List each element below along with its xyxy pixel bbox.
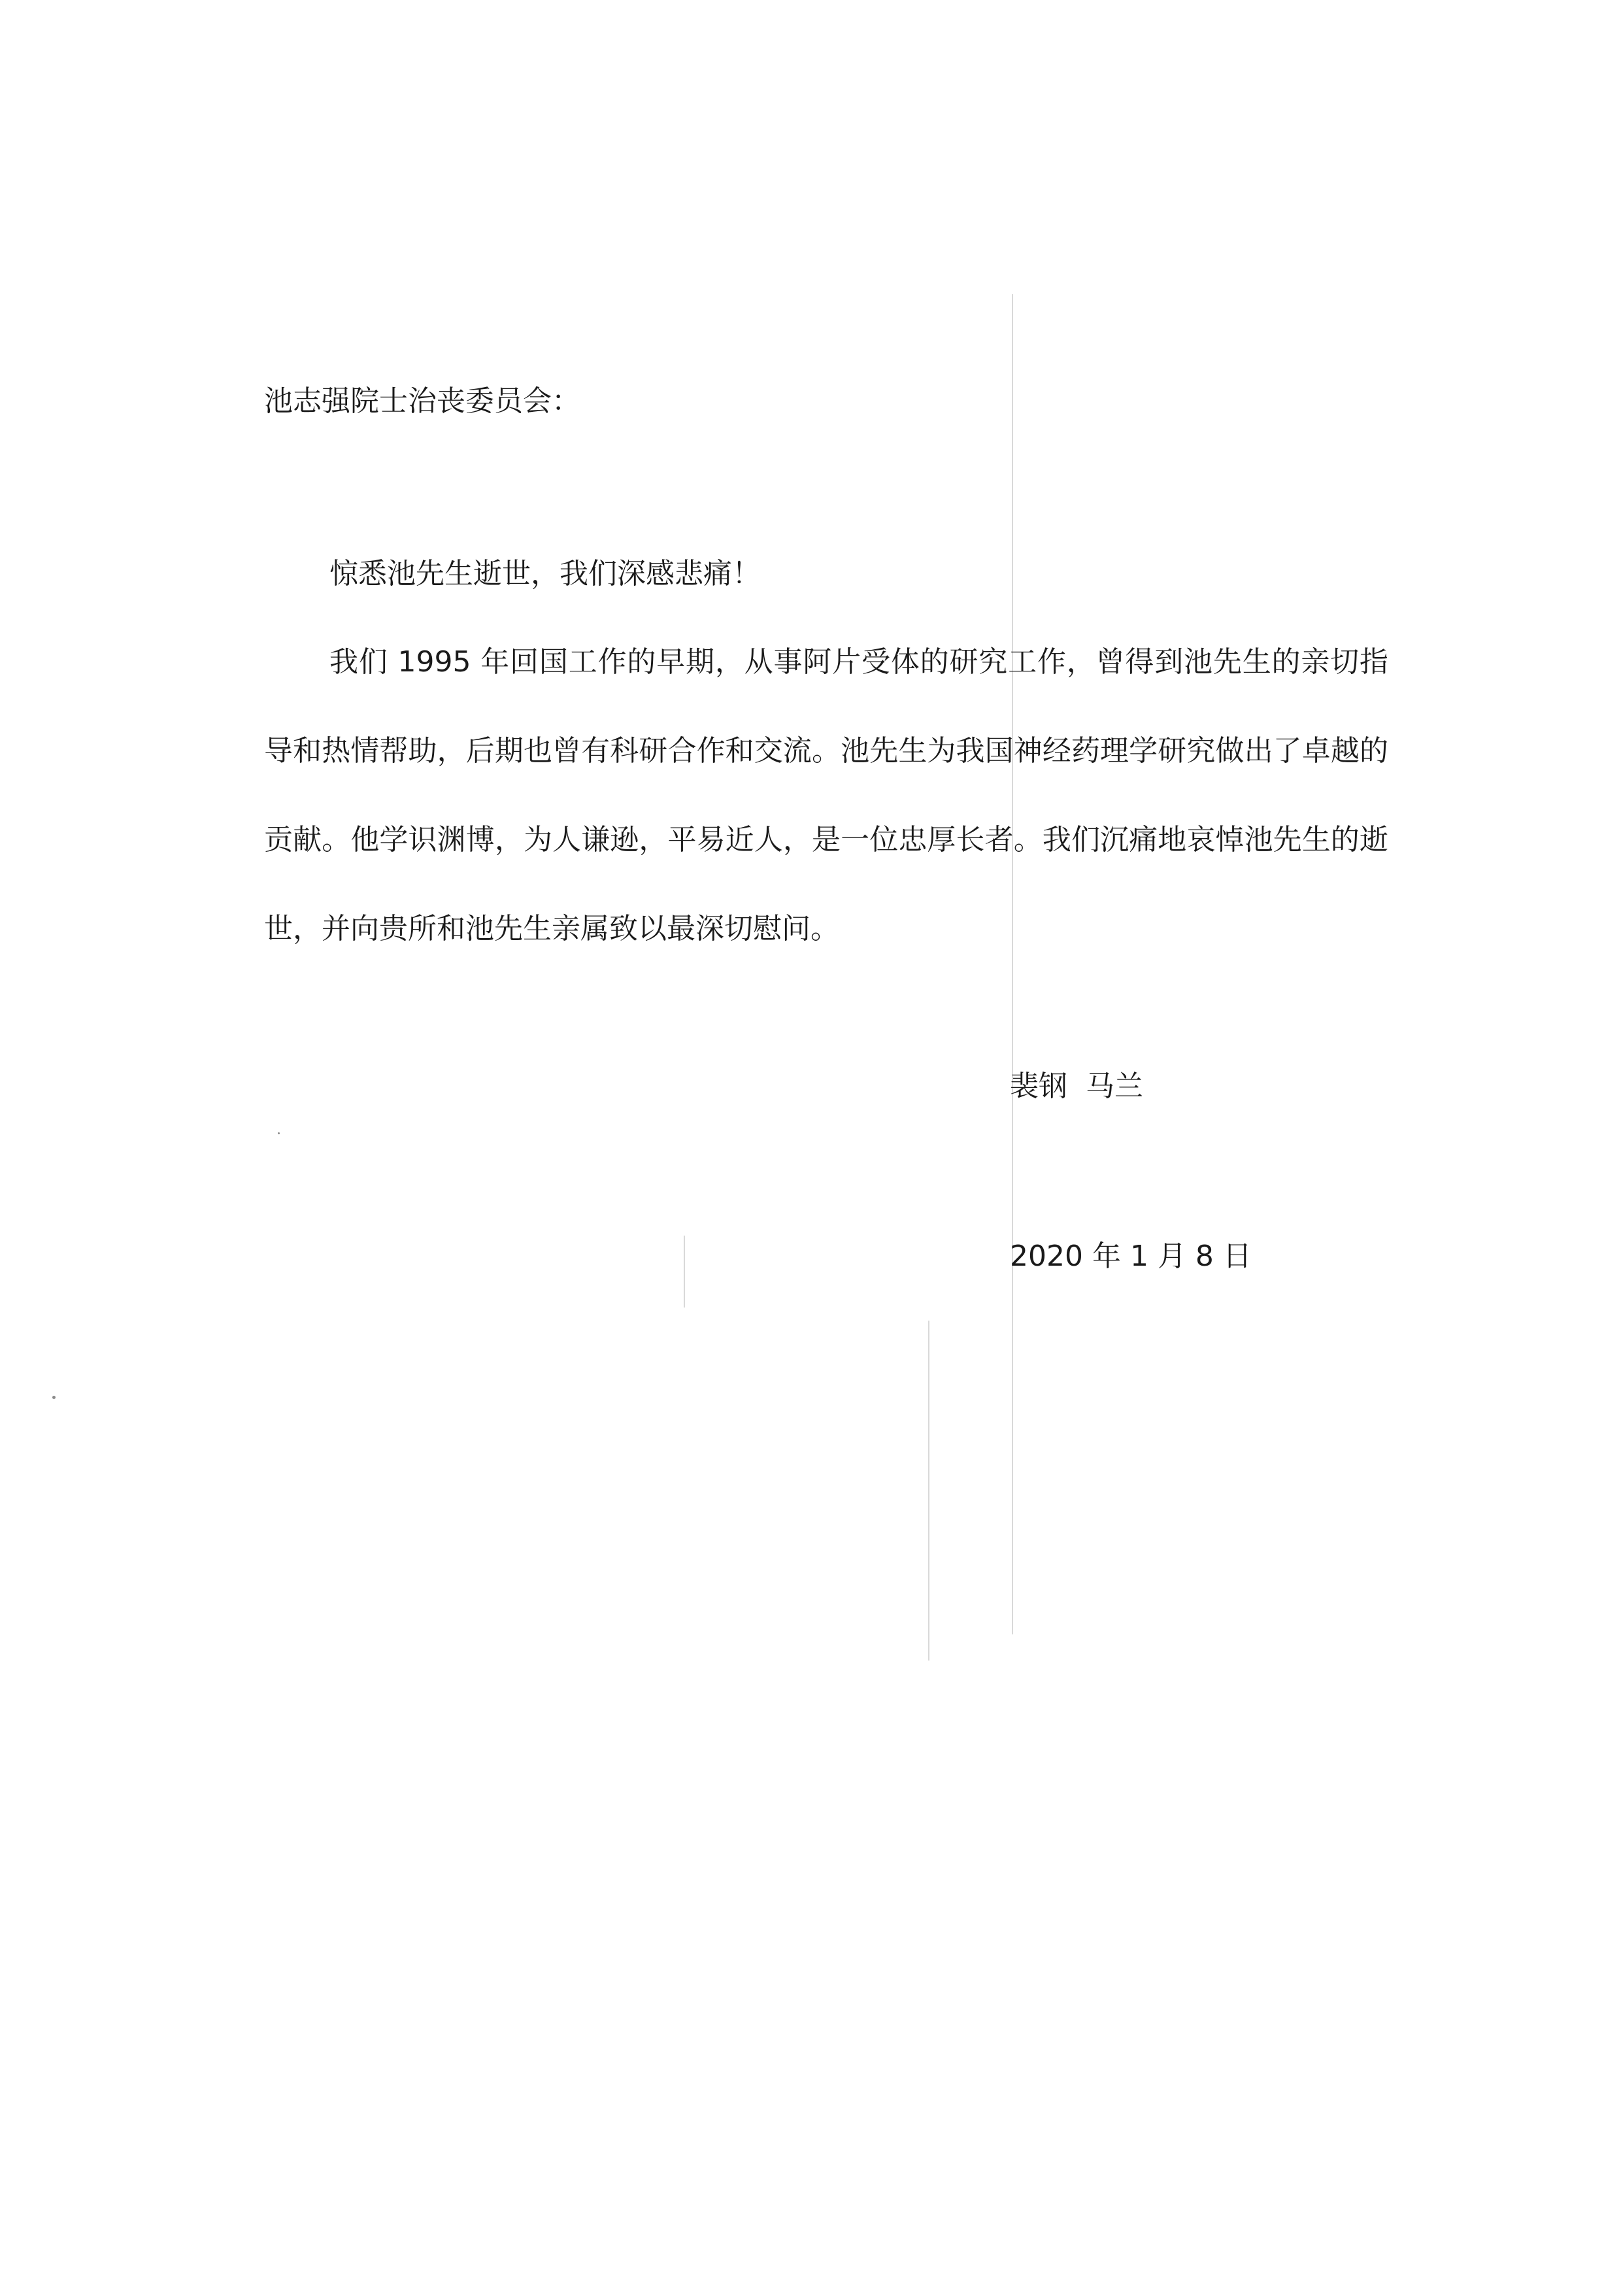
scan-artifact-line xyxy=(928,1321,929,1661)
letter-salutation: 池志强院士治丧委员会： xyxy=(264,384,580,418)
letter-paragraph-2: 我们 1995 年回国工作的早期，从事阿片受体的研究工作，曾得到池先生的亲切指导和热情帮助，后期也曾有科研合作和交流。池先生为我国神经药理学研究做出了卓越的贡献。他学识渊博，为人谦逊，平易近人，是一位忠厚长者。我们沉痛地哀悼池先生的逝世，并向贵所和池先生亲属致以最深切慰问。 xyxy=(264,645,1388,945)
scan-artifact-line xyxy=(684,1236,685,1308)
scan-artifact-dot xyxy=(278,1132,280,1134)
letter-paragraph-1: 惊悉池先生逝世，我们深感悲痛！ xyxy=(329,557,761,590)
letter-date: 2020 年 1 月 8 日 xyxy=(1010,1240,1252,1273)
letter-signature: 裴钢 马兰 xyxy=(1010,1070,1143,1103)
scan-artifact-dot xyxy=(52,1396,56,1399)
